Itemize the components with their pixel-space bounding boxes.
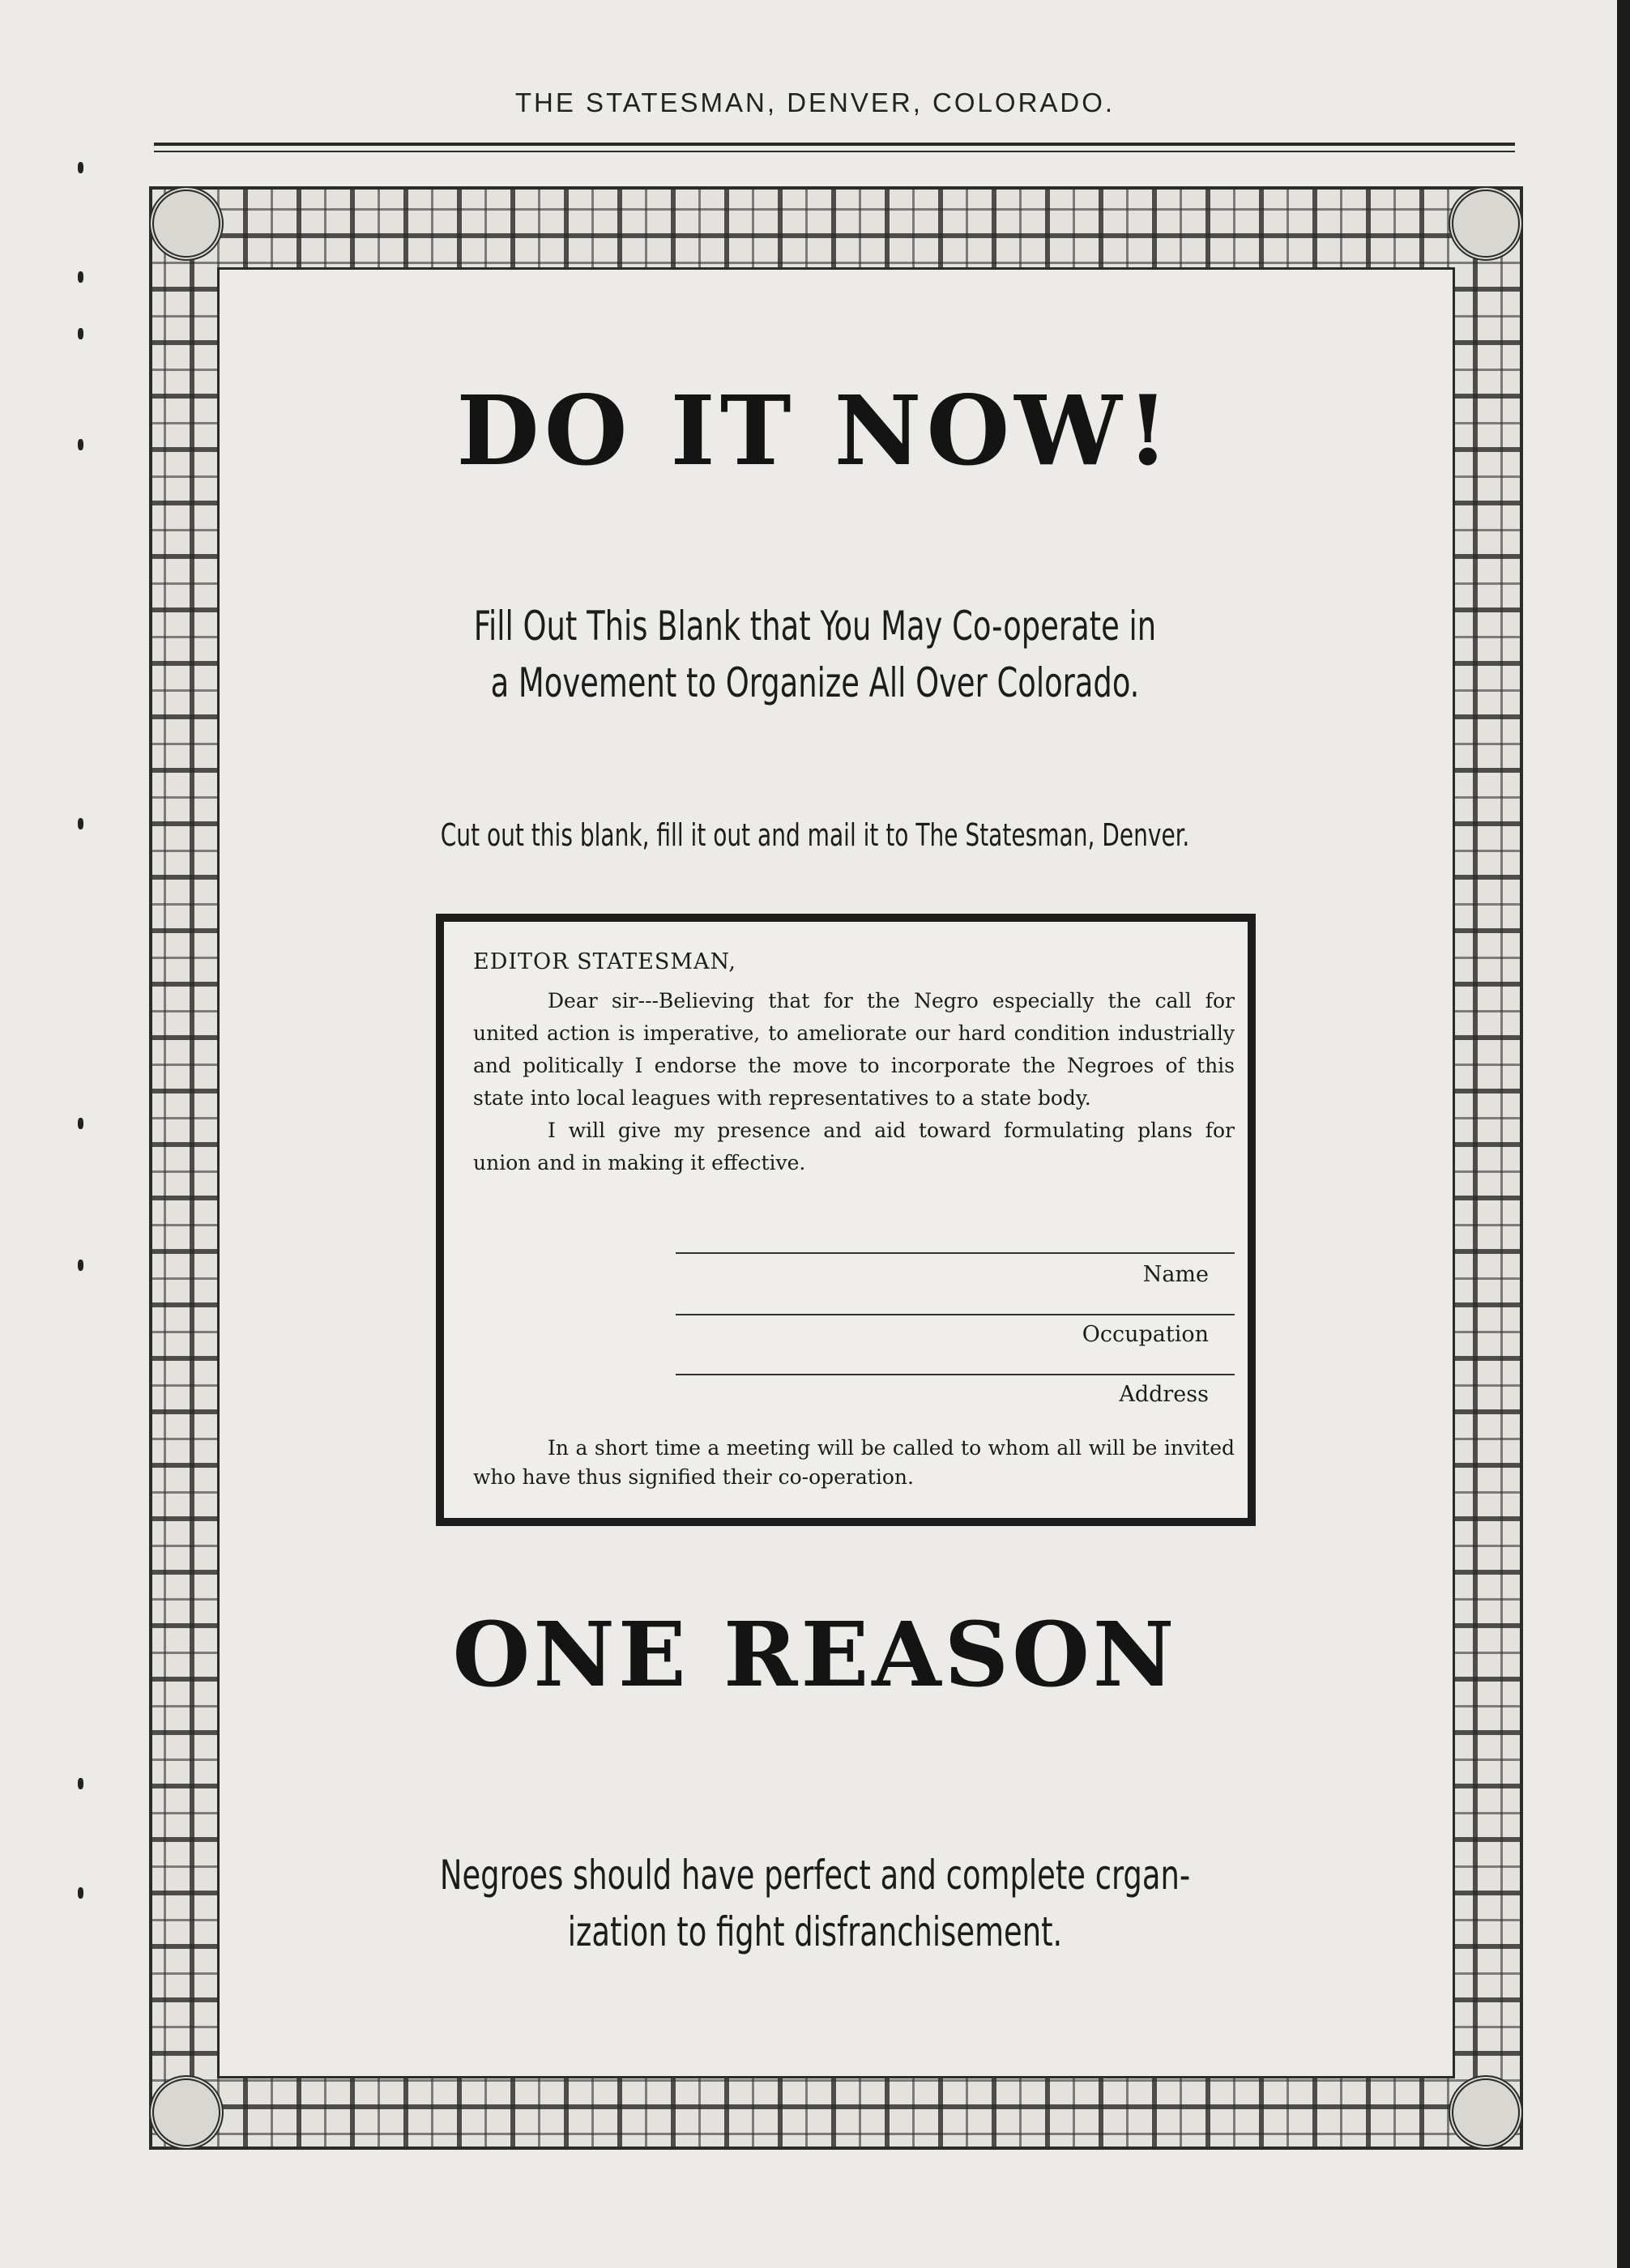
address-field-line[interactable] xyxy=(676,1374,1235,1375)
headline-one-reason: ONE REASON xyxy=(452,1602,1178,1707)
binding-hole xyxy=(78,1260,83,1271)
coupon-form xyxy=(436,914,1256,1526)
border-corner-ornament xyxy=(149,2075,224,2150)
occupation-field-label: Occupation xyxy=(1082,1322,1209,1347)
name-field-label: Name xyxy=(1142,1262,1209,1287)
cut-instruction: Cut out this blank, fill it out and mail it to The Statesman, Denver. xyxy=(440,817,1190,853)
reason-text xyxy=(147,1847,1483,1960)
border-corner-ornament xyxy=(1449,2075,1523,2150)
binding-hole xyxy=(78,1118,83,1129)
subheading xyxy=(147,598,1483,711)
header-rule-thin xyxy=(154,151,1515,152)
coupon-closing-note xyxy=(473,1434,1235,1492)
binding-hole xyxy=(78,328,83,339)
subheading-line-1: Fill Out This Blank that You May Co-operate in xyxy=(473,603,1157,650)
closing-text: In a short time a meeting will be called to whom all will be invited who have thus signified their co-operation. xyxy=(473,1436,1235,1489)
reason-line-2: ization to fight disfranchisement. xyxy=(567,1908,1063,1955)
binding-hole xyxy=(78,162,83,173)
binding-hole xyxy=(78,818,83,829)
border-corner-ornament xyxy=(149,186,224,261)
occupation-field-line[interactable] xyxy=(676,1314,1235,1315)
scan-edge xyxy=(1617,0,1630,2268)
coupon-addressee: EDITOR STATESMAN, xyxy=(473,949,736,974)
binding-hole xyxy=(78,1778,83,1789)
running-head: THE STATESMAN, DENVER, COLORADO. xyxy=(514,87,1116,117)
address-field-label: Address xyxy=(1119,1382,1209,1407)
subheading-line-2: a Movement to Organize All Over Colorado. xyxy=(490,659,1140,706)
coupon-paragraph-2: I will give my presence and aid toward formulating plans for union and in making it effective. xyxy=(473,1119,1235,1174)
header-rule xyxy=(154,143,1515,146)
name-field-line[interactable] xyxy=(676,1252,1235,1254)
border-corner-ornament xyxy=(1449,186,1523,261)
coupon-paragraph-1: Dear sir---Believing that for the Negro especially the call for united action is imperative, to ameliorate our hard condition industrially and politically I endorse the move to incorporate the Negroes of this state into local leagues with representatives to a state body. xyxy=(473,989,1235,1110)
reason-line-1: Negroes should have perfect and complete crgan- xyxy=(439,1852,1191,1899)
binding-hole xyxy=(78,271,83,283)
headline-do-it-now: DO IT NOW! xyxy=(456,374,1174,487)
binding-hole xyxy=(78,1887,83,1899)
